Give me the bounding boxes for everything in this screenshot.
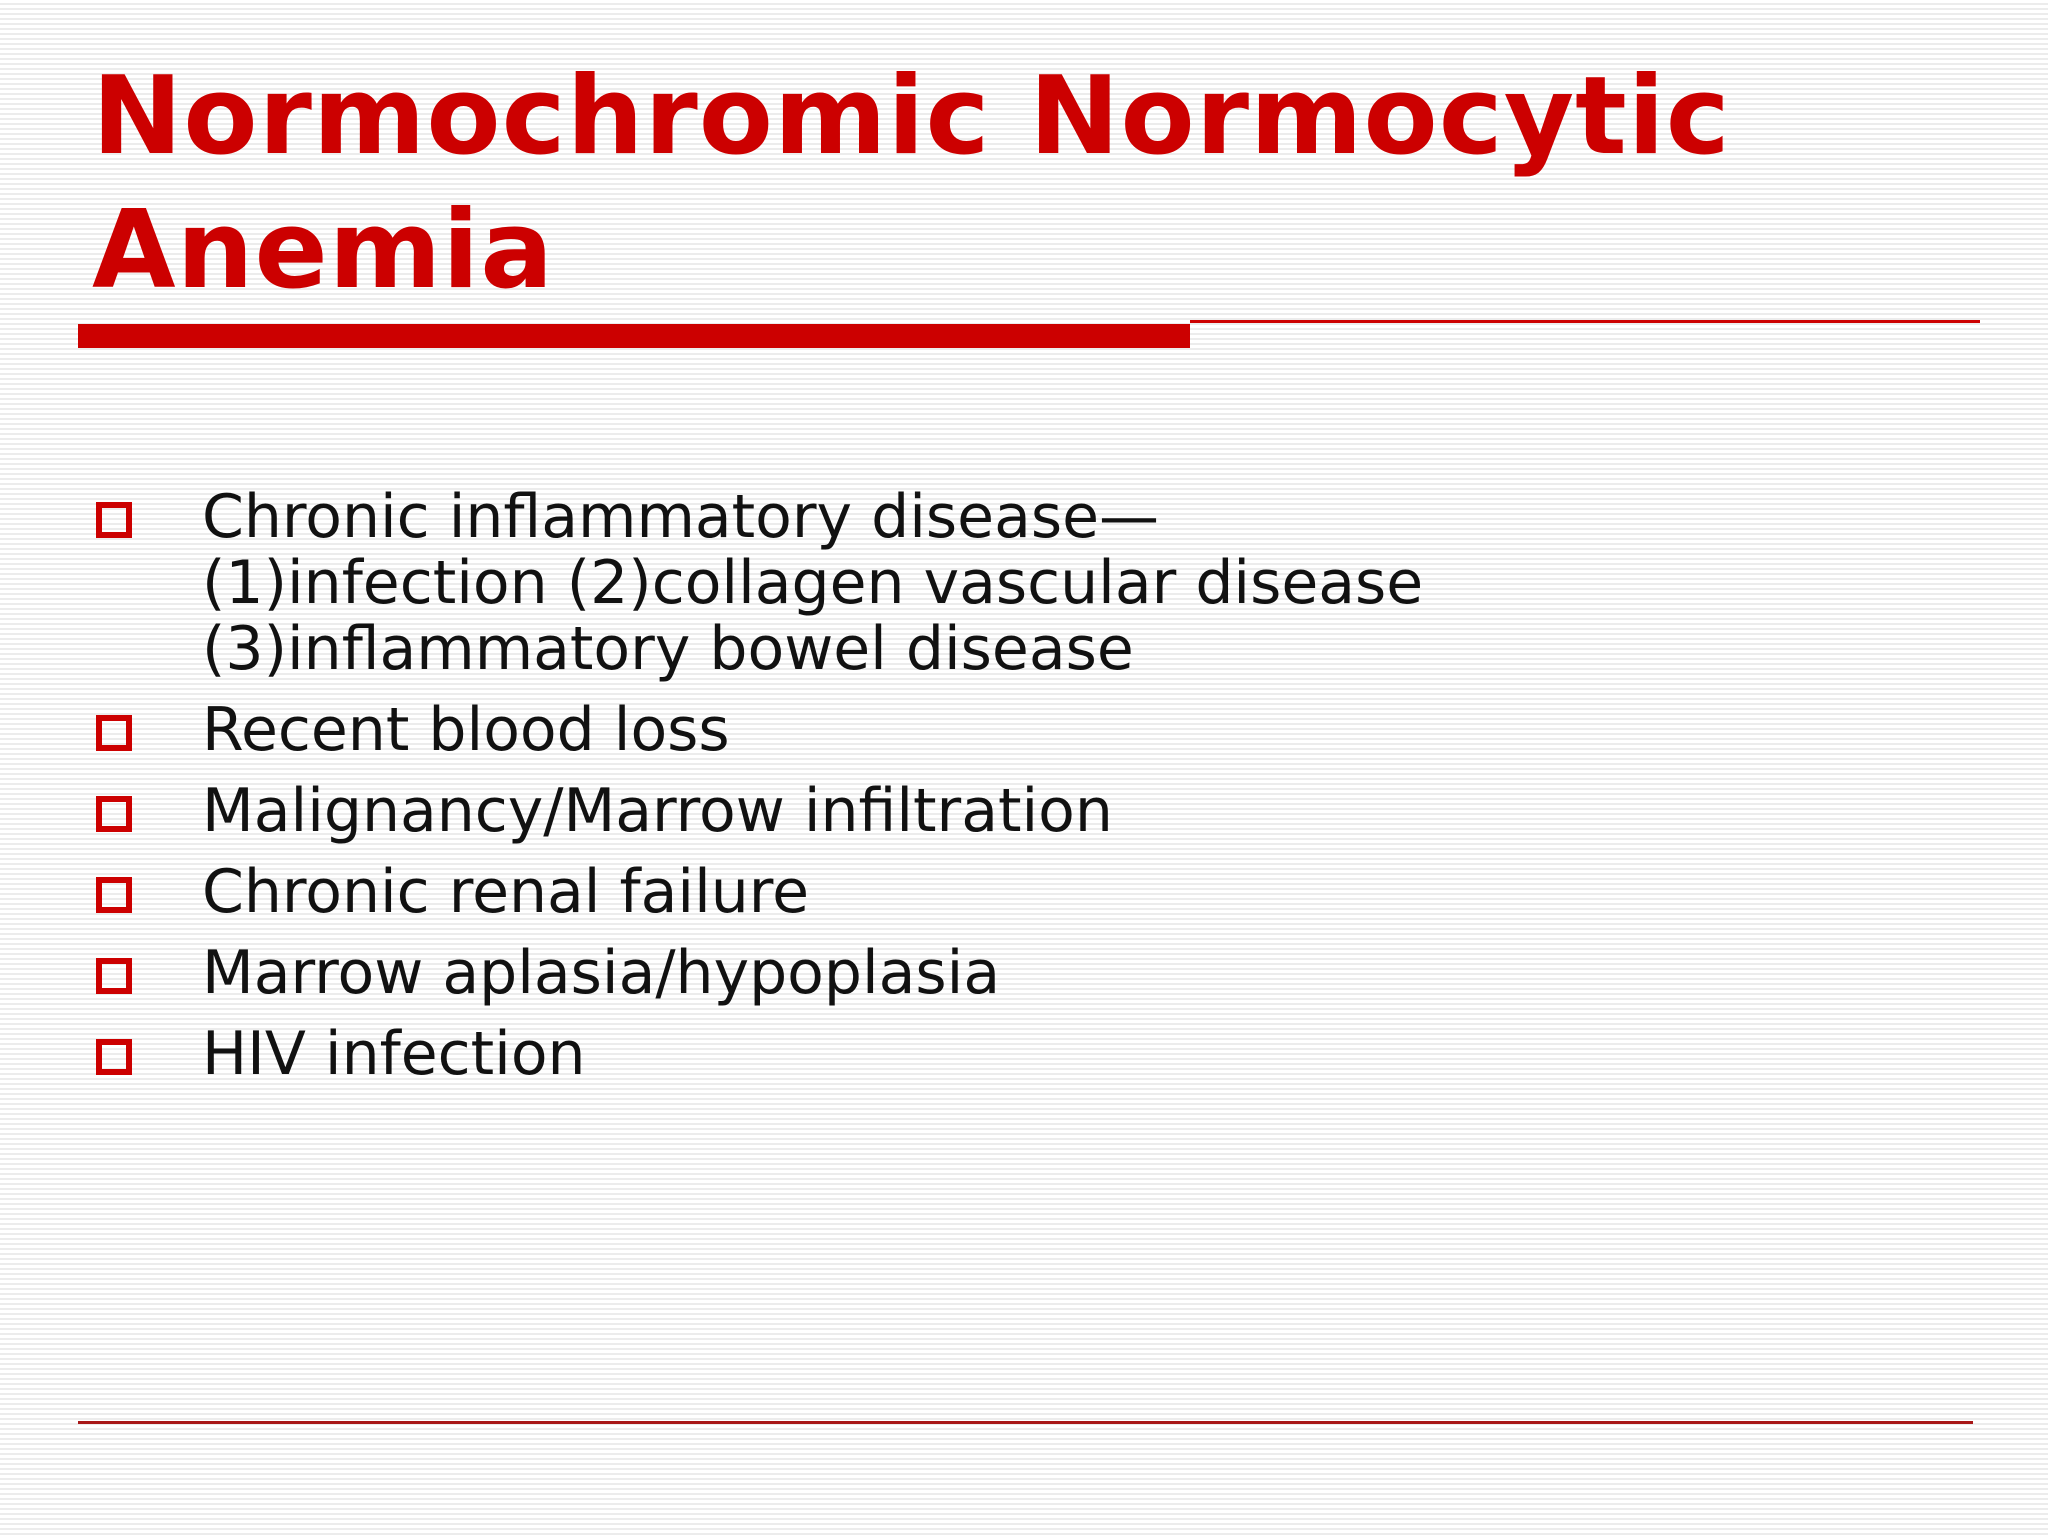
hollow-square-bullet-icon [96,502,132,538]
bullet-text: (1)infection (2)collagen vascular disease [202,548,1424,618]
hollow-square-bullet-icon [96,796,132,832]
hollow-square-bullet-icon [96,958,132,994]
bullet-text: Recent blood loss [202,695,730,765]
bullet-item-hiv-infection [92,1021,1972,1087]
bullet-text: Chronic renal failure [202,857,810,927]
bullet-text: (3)inflammatory bowel disease [202,614,1134,684]
hollow-square-bullet-icon [96,877,132,913]
footer-divider [78,1421,1973,1424]
slide-title [92,50,1892,318]
bullet-item-malignancy [92,778,1972,844]
bullet-item-marrow-aplasia [92,940,1972,1006]
hollow-square-bullet-icon [96,1039,132,1075]
title-underline-thick [78,324,1190,348]
bullet-item-chronic-renal-failure [92,859,1972,925]
bullet-text: HIV infection [202,1019,586,1089]
bullet-text: Chronic inflammatory disease— [202,482,1160,552]
bullet-item-recent-blood-loss [92,697,1972,763]
bullet-item-chronic-inflammatory [92,484,1972,682]
slide-title-line-2: Anemia [92,188,555,313]
bullet-text: Malignancy/Marrow infiltration [202,776,1113,846]
slide-title-line-1: Normochromic Normocytic [92,54,1731,179]
hollow-square-bullet-icon [96,715,132,751]
bullet-list [92,484,1972,1102]
bullet-text: Marrow aplasia/hypoplasia [202,938,1001,1008]
title-underline-thin [1190,320,1980,323]
